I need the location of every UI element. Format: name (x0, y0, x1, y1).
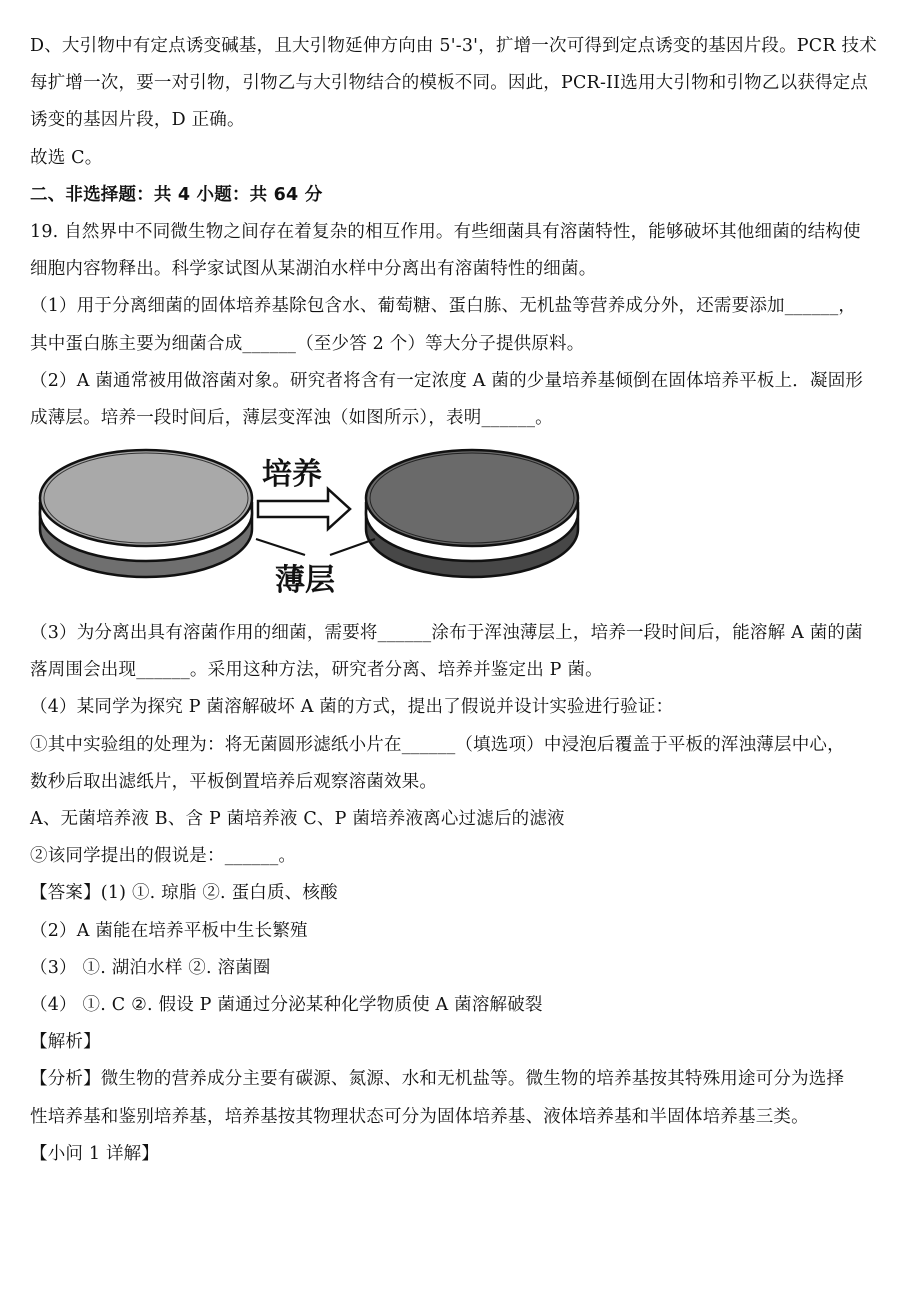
question-part-4: 数秒后取出滤纸片，平板倒置培养后观察溶菌效果。 (30, 771, 438, 792)
dish-before (40, 450, 252, 577)
question-part-3: （3）为分离出具有溶菌作用的细菌，需要将______涂布于浑浊薄层上，培养一段时间后，能溶解 A 菌的菌 (30, 623, 863, 644)
petri-dish-diagram (30, 443, 875, 611)
question-part-3: 落周围会出现______。采用这种方法，研究者分离、培养并鉴定出 P 菌。 (30, 660, 603, 681)
question-19-text: 19. 自然界中不同微生物之间存在着复杂的相互作用。有些细菌具有溶菌特性，能够破坏其他细菌的结构使 (30, 221, 861, 242)
analysis-text: 性培养基和鉴别培养基，培养基按其物理状态可分为固体培养基、液体培养基和半固体培养基三类。 (30, 1106, 809, 1127)
sub-question-heading: 【小问 1 详解】 (30, 1143, 160, 1164)
question-part-4: ①其中实验组的处理为：将无菌圆形滤纸小片在______（填选项）中浸泡后覆盖于平板的浑浊薄层中心， (30, 734, 845, 755)
label-thin-layer: 薄层 (275, 563, 335, 599)
arrow-icon (258, 489, 350, 529)
petri-dish-figure (30, 443, 875, 611)
answer-line: （4） ①. C ②. 假设 P 菌通过分泌某种化学物质使 A 菌溶解破裂 (30, 994, 543, 1015)
answer-line: （2）A 菌能在培养平板中生长繁殖 (30, 920, 308, 941)
question-19-text: 细胞内容物释出。科学家试图从某湖泊水样中分离出有溶菌特性的细菌。 (30, 259, 597, 280)
question-part-4: （4）某同学为探究 P 菌溶解破坏 A 菌的方式，提出了假说并设计实验进行验证： (30, 697, 674, 718)
analysis-text: 【分析】微生物的营养成分主要有碳源、氮源、水和无机盐等。微生物的培养基按其特殊用途可分为选择 (30, 1069, 845, 1090)
answer-line: 【答案】(1) ①. 琼脂 ②. 蛋白质、核酸 (30, 883, 338, 904)
question-part-1: （1）用于分离细菌的固体培养基除包含水、葡萄糖、蛋白胨、无机盐等营养成分外，还需要添加______， (30, 296, 857, 317)
text-line: D、大引物中有定点诱变碱基，且大引物延伸方向由 5'-3'，扩增一次可得到定点诱变的基因片段。PCR 技术 (30, 36, 877, 56)
analysis-heading: 【解析】 (30, 1032, 101, 1053)
section-heading: 二、非选择题：共 4 小题：共 64 分 (30, 184, 323, 205)
document-page (30, 28, 875, 1173)
question-part-4: ②该同学提出的假说是：______。 (30, 846, 297, 867)
text-line: 故选 C。 (30, 147, 103, 168)
text-line: 诱变的基因片段，D 正确。 (30, 110, 245, 131)
question-part-1: 其中蛋白胨主要为细菌合成______（至少答 2 个）等大分子提供原料。 (30, 333, 585, 354)
thin-layer-pointer (256, 539, 375, 555)
answer-options: A、无菌培养液 B、含 P 菌培养液 C、P 菌培养液离心过滤后的滤液 (30, 809, 565, 829)
dish-after (366, 450, 578, 577)
answer-line: （3） ①. 湖泊水样 ②. 溶菌圈 (30, 957, 271, 978)
label-culture: 培养 (262, 457, 322, 493)
question-part-2: （2）A 菌通常被用做溶菌对象。研究者将含有一定浓度 A 菌的少量培养基倾倒在固体培养平板上．凝固形 (30, 370, 864, 391)
text-line: 每扩增一次，要一对引物，引物乙与大引物结合的模板不同。因此，PCR-II选用大引物和引物乙以获得定点 (30, 73, 869, 94)
question-part-2: 成薄层。培养一段时间后，薄层变浑浊（如图所示），表明______。 (30, 407, 553, 428)
